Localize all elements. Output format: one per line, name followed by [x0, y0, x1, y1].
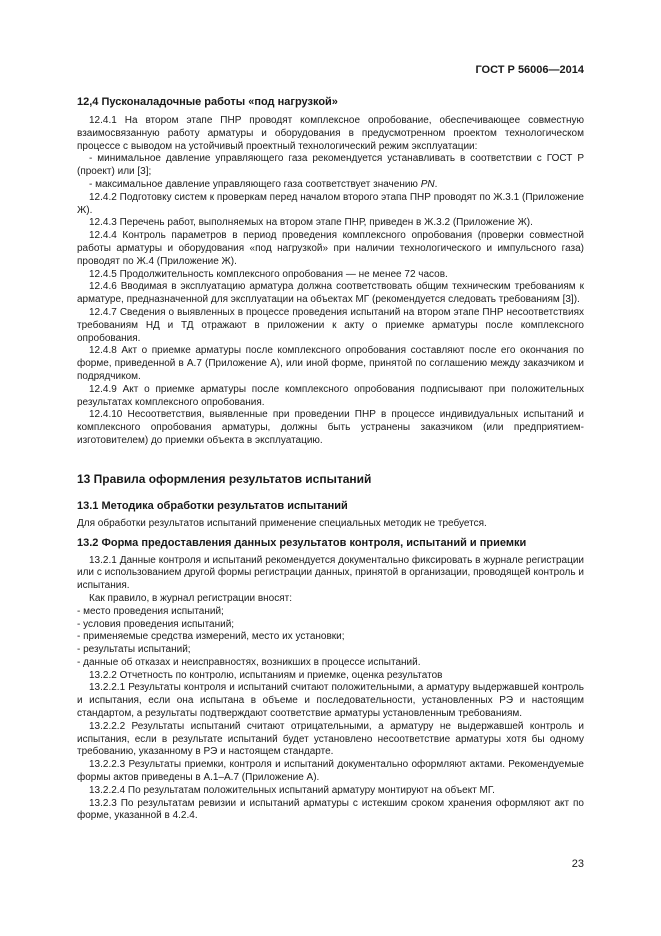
paragraph-12-4-9: 12.4.9 Акт о приемке арматуры после комплексного опробования подписывают при положительных результатах комплексного опробования.: [77, 383, 584, 408]
page-content: [77, 95, 584, 823]
paragraph-journal-intro: Как правило, в журнал регистрации вносят:: [89, 592, 292, 604]
paragraph-12-4-3: 12.4.3 Перечень работ, выполняемых на втором этапе ПНР, приведен в Ж.3.2 (Приложение Ж).: [89, 217, 533, 229]
journal-list-item: - применяемые средства измерений, место их установки;: [77, 631, 345, 643]
paragraph-13-2-2-1: 13.2.2.1 Результаты контроля и испытаний считают положительными, а арматуру выдержавшей контроль и испытания, если она испытана в объеме и последовательности, установленных РЭ и настоящим стандартом, а результаты подтверждают соответствие арматуры установленным требованиям.: [77, 682, 584, 720]
paragraph-13-2-2-2: 13.2.2.2 Результаты испытаний считают отрицательными, а арматуру не выдержавшей контроль и испытания, если в результате испытаний будет установлено несоответствие арматуры хотя бы одному требованию, указанному в РЭ и настоящем стандарте.: [77, 720, 584, 758]
paragraph-13-2-3: 13.2.3 По результатам ревизии и испытаний арматуры с истекшим сроком хранения оформляют акт по форме, указанной в 4.2.4.: [77, 797, 584, 822]
paragraph-12-4-8: 12.4.8 Акт о приемке арматуры после комплексного опробования составляют после его окончания по форме, приведенной в А.7 (Приложение А), или иной форме, принятой по соглашению между заказчиком и подрядчиком.: [77, 345, 584, 382]
journal-list-item: - место проведения испытаний;: [77, 605, 224, 617]
paragraph-12-4-2: 12.4.2 Подготовку систем к проверкам перед началом второго этапа ПНР проводят по Ж.3.1 (Приложение Ж).: [77, 191, 584, 216]
paragraph-13-2-2: 13.2.2 Отчетность по контролю, испытаниям и приемке, оценка результатов: [89, 669, 443, 681]
max-pressure-text: - максимальное давление управляющего газа соответствует значению: [89, 178, 418, 190]
pn-symbol: PN: [420, 178, 435, 190]
list-item-min-pressure: - минимальное давление управляющего газа рекомендуется устанавливать в соответствии с ГОСТ Р (проект) или [3];: [77, 153, 584, 178]
journal-list-item: - данные об отказах и неисправностях, возникших в процессе испытаний.: [77, 656, 421, 668]
paragraph-13-2-1: 13.2.1 Данные контроля и испытаний рекомендуется документально фиксировать в журнале регистрации или с использованием другой формы регистрации данных, принятой в организации, проводящей контроль и испытания.: [77, 554, 584, 592]
list-item-max-pressure: - максимальное давление управляющего газа соответствует значению PN.: [89, 178, 438, 190]
journal-list-item: - результаты испытаний;: [77, 644, 191, 656]
section-13-2-title: 13.2 Форма предоставления данных результатов контроля, испытаний и приемки: [77, 536, 527, 549]
paragraph-12-4-6: 12.4.6 Вводимая в эксплуатацию арматура должна соответствовать общим техническим требованиям к арматуре, предназначенной для эксплуатации на объектах МГ (рекомендуется следовать требованиям [3]).: [77, 281, 584, 306]
journal-list-item: - условия проведения испытаний;: [77, 618, 235, 630]
paragraph-13-2-2-3: 13.2.2.3 Результаты приемки, контроля и испытаний документально оформляют актами. Рекомендуемые формы актов приведены в А.1–А.7 (Приложение А).: [77, 759, 584, 784]
section-13-1-text: Для обработки результатов испытаний применение специальных методик не требуется.: [77, 517, 487, 529]
paragraph-12-4-4: 12.4.4 Контроль параметров в период проведения комплексного опробования (проверки совместной работы арматуры и оборудования «под нагрузкой» при наличии технологического и импульсного газа) проводят по Ж.4 (Приложение Ж).: [77, 230, 584, 267]
paragraph-12-4-1: 12.4.1 На втором этапе ПНР проводят комплексное опробование, обеспечивающее совместную взаимосвязанную работу арматуры и оборудования в предусмотренном проектом технологическом процессе с выводом на устойчивый проектный технологический режим эксплуатации:: [77, 115, 584, 152]
paragraph-12-4-5: 12.4.5 Продолжительность комплексного опробования — не менее 72 часов.: [89, 268, 448, 280]
section-13-1-title: 13.1 Методика обработки результатов испытаний: [77, 499, 348, 512]
paragraph-12-4-10: 12.4.10 Несоответствия, выявленные при проведении ПНР в процессе индивидуальных испытаний и комплексного опробования арматуры, должны быть устранены заказчиком (или предприятием-изготовителем) до приемки объекта в эксплуатацию.: [77, 409, 584, 446]
paragraph-13-2-2-4: 13.2.2.4 По результатам положительных испытаний арматуру монтируют на объект МГ.: [89, 784, 495, 796]
page-number: 23: [571, 858, 584, 870]
section-13-title: 13 Правила оформления результатов испытаний: [77, 471, 372, 486]
paragraph-12-4-7: 12.4.7 Сведения о выявленных в процессе проведения испытаний на втором этапе ПНР несоответствиях требованиям НД и ТД отражают в приложении к акту о приемке арматуры после комплексного опробования.: [77, 306, 584, 344]
document-code: ГОСТ Р 56006—2014: [475, 64, 584, 76]
section-12-4-title: 12,4 Пусконаладочные работы «под нагрузкой»: [77, 96, 338, 108]
